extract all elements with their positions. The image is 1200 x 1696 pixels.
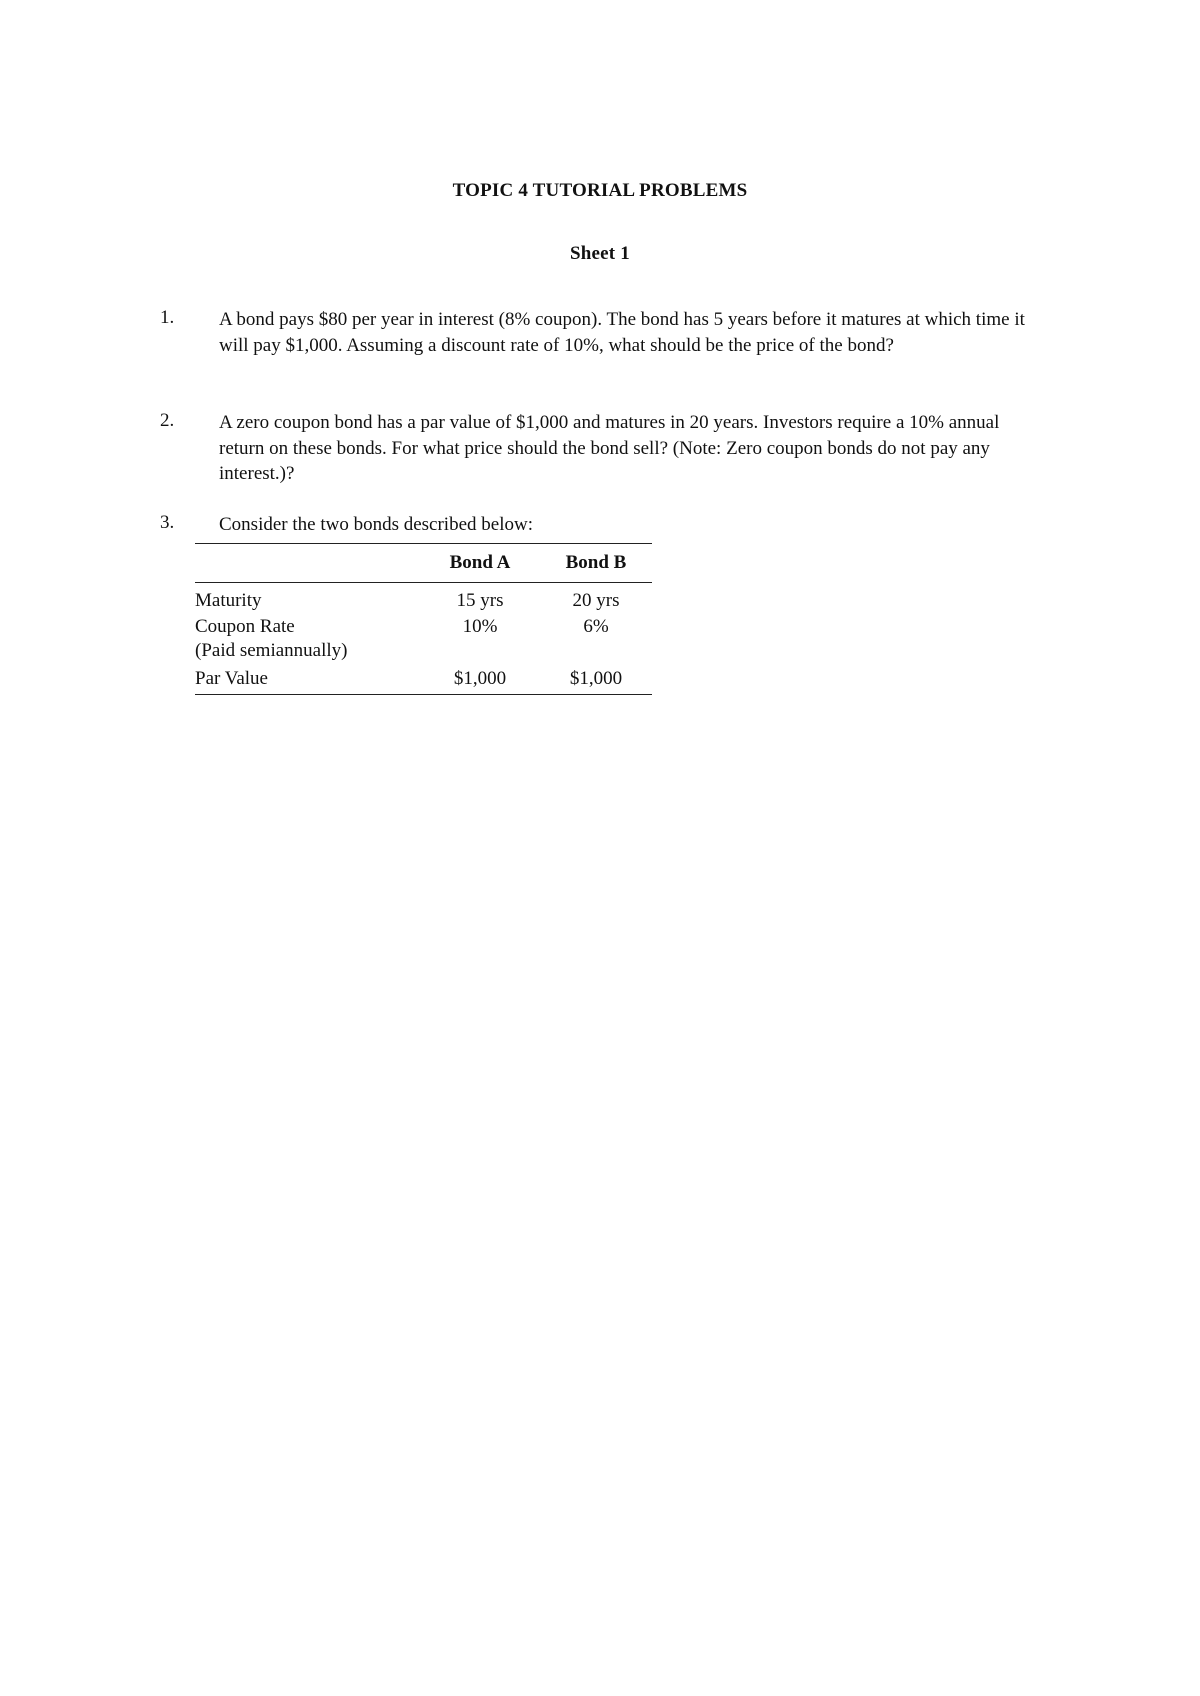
problem-text: Consider the two bonds described below: [219, 514, 533, 535]
bond-a-value: $1,000 [453, 668, 507, 689]
problem-number: 2. [160, 410, 175, 431]
row-sublabel: (Paid semiannually) [195, 640, 348, 661]
row-label: Par Value [195, 668, 268, 689]
header-bond-b: Bond B [565, 552, 627, 573]
problem-number: 3. [160, 512, 175, 533]
header-blank [195, 544, 420, 583]
bond-a-value: 15 yrs [456, 590, 504, 611]
problem-text: A bond pays $80 per year in interest (8% coupon). The bond has 5 years before it matures at which time it will pay $1,000. Assuming a discount rate of 10%, what should be the price of the bond? [219, 309, 1025, 356]
bond-b-value: 20 yrs [572, 590, 620, 611]
sheet-subtitle: Sheet 1 [570, 243, 630, 264]
bond-a-value: 10% [462, 616, 498, 637]
problem-number: 1. [160, 307, 175, 328]
row-label: Coupon Rate [195, 616, 295, 637]
row-label-cell [195, 613, 420, 663]
problem-text: A zero coupon bond has a par value of $1,000 and matures in 20 years. Investors require a 10% annual return on these bonds. For what price should the bond sell? (Note: Zero coupon bonds do not pay any interest.)? [219, 412, 1000, 484]
row-label: Maturity [195, 590, 262, 611]
table-row [195, 663, 652, 695]
table-row [195, 583, 652, 614]
page-title: TOPIC 4 TUTORIAL PROBLEMS [452, 180, 748, 201]
table-header-row [195, 544, 652, 583]
bond-b-value: 6% [583, 616, 609, 637]
table-row [195, 613, 652, 663]
header-bond-a: Bond A [449, 552, 511, 573]
bond-b-value: $1,000 [569, 668, 623, 689]
bond-comparison-table [195, 543, 652, 695]
